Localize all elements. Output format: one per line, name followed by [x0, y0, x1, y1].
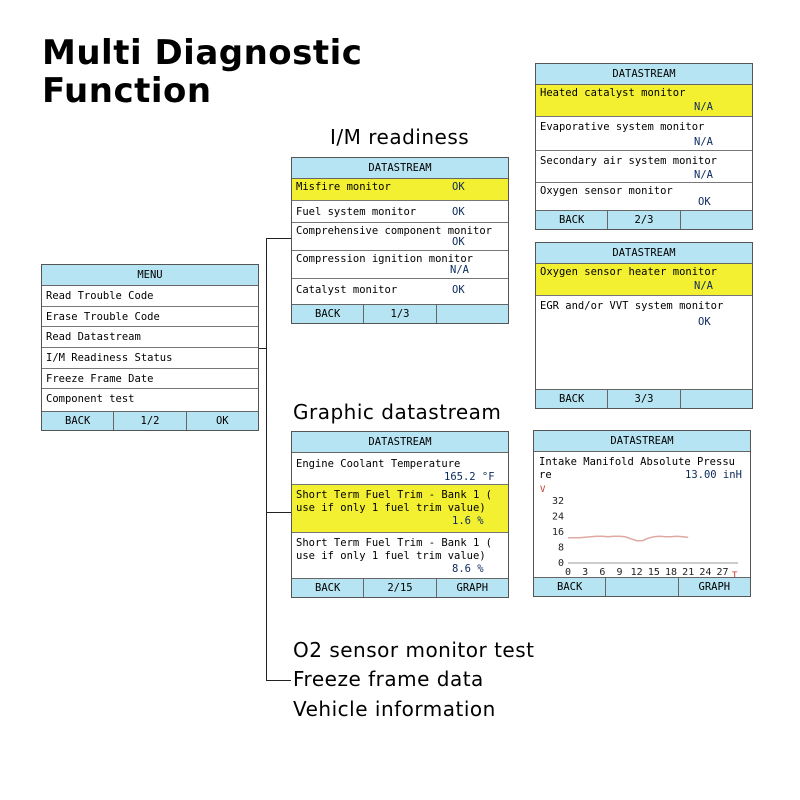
x-tick-label: 21 — [682, 567, 695, 577]
graph-header: DATASTREAM — [534, 431, 750, 452]
graph-chart — [534, 481, 750, 577]
y-axis-marker: V — [540, 485, 546, 495]
graph-pid-info — [534, 452, 750, 482]
menu-item-read-trouble-code[interactable]: Read Trouble Code — [42, 286, 258, 307]
o2-sensor-label: O2 sensor monitor test — [293, 638, 535, 662]
monitor-status: OK — [452, 284, 465, 296]
x-tick-label: 18 — [665, 567, 678, 577]
im2-row-evaporative[interactable] — [536, 117, 752, 151]
title-line-1: Multi Diagnostic — [42, 33, 363, 73]
im-screen-1 — [291, 157, 509, 324]
empty-softkey — [681, 211, 752, 229]
pid-name-line-2: use if only 1 fuel trim value) — [296, 502, 486, 514]
monitor-name: EGR and/or VVT system monitor — [540, 300, 724, 312]
menu-screen — [41, 264, 259, 431]
monitor-status: N/A — [450, 264, 469, 276]
im1-row-fuel[interactable] — [292, 201, 508, 223]
connector-freeze — [266, 680, 291, 681]
back-button[interactable]: BACK — [534, 578, 606, 596]
menu-item-freeze-frame[interactable]: Freeze Frame Date — [42, 369, 258, 390]
im1-row-catalyst[interactable] — [292, 279, 508, 305]
pid-value: 1.6 % — [452, 515, 484, 527]
y-tick-label: 32 — [551, 496, 564, 507]
pid-name-line-1: Short Term Fuel Trim - Bank 1 ( — [296, 537, 492, 549]
datastream-screen — [291, 431, 509, 598]
graph-screen — [533, 430, 751, 597]
pid-value: 165.2 °F — [444, 471, 495, 483]
page-title — [42, 34, 362, 110]
monitor-name: Comprehensive component monitor — [296, 225, 492, 237]
x-tick-label: 15 — [647, 567, 660, 577]
back-button[interactable]: BACK — [536, 211, 608, 229]
y-tick-label: 24 — [551, 511, 564, 523]
im1-row-comprehensive[interactable] — [292, 223, 508, 251]
page-indicator: 2/3 — [608, 211, 680, 229]
ok-button[interactable]: OK — [215, 415, 229, 427]
connector-menu — [258, 348, 266, 349]
monitor-status: N/A — [694, 136, 713, 148]
title-line-2: Function — [42, 71, 212, 111]
pid-name-line-1: Short Term Fuel Trim - Bank 1 ( — [296, 489, 492, 501]
im2-footer — [536, 210, 752, 229]
y-tick-label: 8 — [557, 542, 564, 554]
im3-row-oxygen-heater[interactable] — [536, 264, 752, 296]
im1-row-compression[interactable] — [292, 251, 508, 279]
monitor-name: Oxygen sensor heater monitor — [540, 266, 718, 278]
page-indicator: 1/2 — [114, 412, 186, 430]
connector-trunk — [266, 238, 267, 681]
graph-footer — [534, 577, 750, 596]
im2-row-secondary-air[interactable] — [536, 151, 752, 183]
monitor-name: Catalyst monitor — [296, 284, 398, 296]
im2-row-heated-catalyst[interactable] — [536, 85, 752, 117]
im3-row-egr[interactable] — [536, 296, 752, 392]
empty-softkey — [606, 578, 678, 596]
pid-value: 8.6 % — [452, 563, 484, 575]
graph-pid-name: Intake Manifold Absolute Pressu — [539, 456, 735, 468]
im2-row-oxygen-sensor[interactable] — [536, 183, 752, 211]
monitor-status: N/A — [694, 169, 713, 181]
connector-graphic — [266, 512, 291, 513]
monitor-name: Evaporative system monitor — [540, 121, 705, 133]
monitor-name: Secondary air system monitor — [540, 155, 718, 167]
x-tick-label: 0 — [564, 567, 572, 577]
page-indicator: 2/15 — [364, 579, 436, 597]
monitor-name: Fuel system monitor — [296, 206, 417, 218]
im1-footer — [292, 304, 508, 323]
x-tick-label: 12 — [630, 567, 643, 577]
empty-softkey — [681, 390, 752, 408]
ds-header: DATASTREAM — [292, 432, 508, 453]
graph-pid-name-cont: re — [539, 469, 552, 481]
im1-row-misfire[interactable] — [292, 179, 508, 201]
im1-header: DATASTREAM — [292, 158, 508, 179]
graphic-datastream-label: Graphic datastream — [293, 400, 502, 424]
monitor-status: OK — [452, 236, 465, 248]
monitor-status: OK — [698, 196, 711, 208]
monitor-name: Heated catalyst monitor — [540, 87, 686, 99]
pid-name-line-2: use if only 1 fuel trim value) — [296, 550, 486, 562]
x-tick-label: 24 — [699, 567, 712, 577]
back-button[interactable]: BACK — [292, 305, 364, 323]
connector-im — [266, 238, 291, 239]
graph-button[interactable]: GRAPH — [456, 582, 489, 594]
empty-softkey — [437, 305, 508, 323]
ds-row-fuel-trim-2[interactable] — [292, 533, 508, 581]
im3-footer — [536, 389, 752, 408]
monitor-status: OK — [452, 206, 465, 218]
freeze-frame-label: Freeze frame data — [293, 667, 484, 691]
page-indicator: 1/3 — [364, 305, 436, 323]
menu-header: MENU — [42, 265, 258, 286]
x-tick-label: 3 — [582, 567, 589, 577]
back-button[interactable]: BACK — [292, 579, 364, 597]
im-screen-2 — [535, 63, 753, 230]
x-axis-marker: T — [732, 571, 738, 577]
ds-row-fuel-trim-1[interactable] — [292, 485, 508, 533]
x-tick-label: 27 — [716, 567, 729, 577]
menu-item-read-datastream[interactable]: Read Datastream — [42, 327, 258, 348]
page-indicator: 3/3 — [608, 390, 680, 408]
im-screen-3 — [535, 242, 753, 409]
menu-item-erase-trouble-code[interactable]: Erase Trouble Code — [42, 307, 258, 328]
monitor-status: N/A — [694, 101, 713, 113]
monitor-status: OK — [452, 181, 465, 193]
x-tick-label: 6 — [599, 567, 606, 577]
series-line — [568, 536, 688, 540]
menu-footer — [42, 411, 258, 430]
ds-footer — [292, 578, 508, 597]
back-button[interactable]: BACK — [42, 412, 114, 430]
ds-row-coolant[interactable] — [292, 453, 508, 485]
monitor-name: Oxygen sensor monitor — [540, 185, 673, 197]
x-tick-label: 9 — [616, 567, 623, 577]
y-tick-label: 0 — [557, 558, 564, 569]
graph-pid-value: 13.00 inH — [685, 469, 742, 481]
pid-name: Engine Coolant Temperature — [296, 458, 461, 470]
monitor-name: Compression ignition monitor — [296, 253, 474, 265]
monitor-status: N/A — [694, 280, 713, 292]
menu-item-im-readiness[interactable]: I/M Readiness Status — [42, 348, 258, 369]
vehicle-info-label: Vehicle information — [293, 697, 496, 721]
im-readiness-label: I/M readiness — [330, 125, 470, 149]
im2-header: DATASTREAM — [536, 64, 752, 85]
monitor-status: OK — [698, 316, 711, 328]
graph-button[interactable]: GRAPH — [698, 581, 731, 593]
monitor-name: Misfire monitor — [296, 181, 391, 193]
back-button[interactable]: BACK — [536, 390, 608, 408]
menu-item-component-test[interactable]: Component test — [46, 393, 135, 406]
im3-header: DATASTREAM — [536, 243, 752, 264]
y-tick-label: 16 — [551, 527, 564, 538]
